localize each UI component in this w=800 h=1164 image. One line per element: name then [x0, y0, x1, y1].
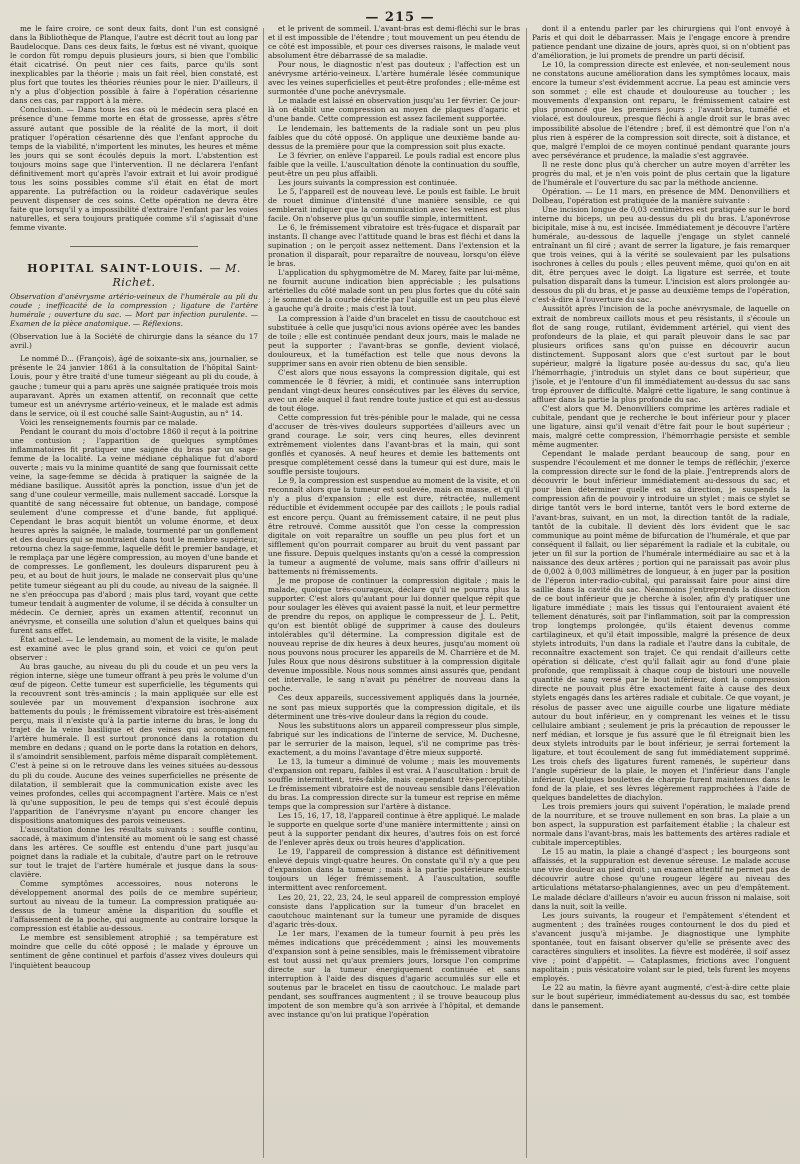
paragraph: Conclusion. — Dans tous les cas où le médecin sera placé en présence d'une femme morte en état de grossesse, après s'être assuré autant que possible de la réalité de la mort, il doit pratiquer l'opération césarienne dès que l'enfant approche du temps de la viabilité, n'importent les minutes, les heures et même les jours qui se sont écoulés depuis la mort. L'abstention est toujours moins sage que l'intervention. Il ne déclarera l'enfant définitivement mort qu'après l'avoir extrait et lui avoir prodigué tous les soins possibles comme s'il était en état de mort apparente. La putréfaction ou la roideur cadavérique seules peuvent dispenser de ces soins. Cette opération ne devra être faite que lorsqu'il y a impossibilité d'extraire l'enfant par les voies naturelles, et sera toujours pratiquée comme s'il s'agissait d'une femme vivante.: [10, 105, 258, 233]
paragraph: Les jours suivants la compression est continuée.: [278, 177, 458, 187]
article-summary: Observation d'anévrysme artério-veineux de l'humérale au pli du coude ; inefficacité de la compression ; ligature de l'artère humérale ; ouverture du sac. — Mort par infection purulente. — Examen de la pièce anatomique. — Réflexions.: [10, 292, 258, 329]
paragraph: La compression à l'aide d'un bracelet en tissu de caoutchouc est substituée à celle que jusqu'ici nous avions opérée avec les bandes de toile ; elle est continuée pendant deux jours, mais le malade ne peut la supporter ; l'avant-bras se gonfle, devient violacé, douloureux, et la tuméfaction est telle que nous devons la supprimer sans en avoir rien obtenu de bien sensible.: [268, 313, 520, 368]
paragraph: Cependant le malade perdant beaucoup de sang, pour en suspendre l'écoulement et me donner le temps de réfléchir, j'exerce la compression directe sur le fond de la plaie. J'entreprends alors de découvrir le bout inférieur immédiatement au-dessous du sac, et pour bien déterminer quelle est sa direction, je suspends la compression afin de pouvoir y introduire un stylet ; mais ce stylet se dirige tantôt vers le bord interne, tantôt vers le bord externe de l'avant-bras, suivant, en un mot, la direction tantôt de la radiale, tantôt de la cubitale. Il devient dès lors évident que le sac communique au point même de bifurcation de l'humérale, et que par conséquent il fallait, ou lier séparément la radiale et la cubitale, ou jeter un fil sur la portion de l'humérale intermédiaire au sac et à la naissance des deux artères ; portion qui ne paraissait pas avoir plus de 0,002 à 0,003 millimètres de longueur, à en juger par la position de l'éperon inter-radio-cubital, qui paraissait faire pour ainsi dire saillie dans la cavité du sac. Néanmoins j'entreprends la dissection de ce bout inférieur que je cherche à isoler, afin d'y pratiquer une ligature immédiate ; mais les tissus qui l'entouraient avaient été tellement dénaturés, soit par l'inflammation, soit par la compression trop longtemps prolongée, qu'ils étaient devenus comme cartilagineux, et qu'il était impossible, malgré la présence de deux stylets introduits, l'un dans la radiale et l'autre dans la cubitale, de reconnaître exactement son trajet. Ce qui rendait d'ailleurs cette opération si délicate, c'est qu'il fallait agir au fond d'une plaie profonde, que remplissait à chaque coup de bistouri une nouvelle quantité de sang versé par le bout inférieur, dont la compression directe ne pouvait plus être exactement faite à cause des deux stylets engagés dans les artères radiale et cubitale. Ce que voyant, je résolus de passer avec une aiguille courbe une ligature médiate autour du bout inférieur, en y comprenant les veines et le tissu cellulaire ambiant ; seulement je pris la précaution de repousser le nerf médian, et lorsque je fus assuré que le fil étreignait bien les deux stylets introduits par le bout inférieur, je serrai fortement la ligature, et tout écoulement de sang fut immédiatement supprimé. Les trois chefs des ligatures furent ramenés, le supérieur dans l'angle supérieur de la plaie, le moyen et l'inférieur dans l'angle inférieur. Quelques boulettes de charpie furent maintenues dans le fond de la plaie, et ses lèvres légèrement rapprochées à l'aide de quelques bandelettes de diachylon.: [532, 449, 790, 802]
paragraph: C'est alors que M. Denonvilliers comprime les artères radiale et cubitale, pendant que je recherche le bout inférieur pour y placer une ligature, ainsi qu'il venait d'être fait pour le bout supérieur ; mais, malgré cette compression, l'hémorrhagie persiste et semble même augmenter.: [532, 403, 790, 450]
column-3: [532, 24, 790, 1160]
paragraph: dont il a entendu parler par les chirurgiens qui l'ont envoyé à Paris et qui doit le débarrasser. Mais je l'engage encore à prendre patience pendant une dizaine de jours, après quoi, si on n'obtient pas d'amélioration, je lui promets de prendre un parti décisif.: [532, 24, 790, 61]
paragraph: Le 22 au matin, la fièvre ayant augmenté, c'est-à-dire cette plaie sur le bout supérieur, immédiatement au-dessus du sac, est tombée dans le pansement.: [532, 982, 790, 1011]
paragraph: Aussitôt après l'incision de la poche anévrysmale, de laquelle on extrait de nombreux caillots mous et peu résistants, il s'écoule un flot de sang rouge, rutilant, évidemment artériel, qui vient des profondeurs de la plaie, et qui paraît pleuvoir dans le sac par plusieurs orifices sans qu'on puisse en découvrir aucun distinctement. Supposant alors que c'est surtout par le bout supérieur, malgré la ligature posée au-dessus du sac, qu'a lieu l'hémorrhagie, j'introduis un stylet dans ce bout supérieur, que j'isole, et je l'entoure d'un fil immédiatement au-dessus du sac sans trop éprouver de difficulté. Malgré cette ligature, le sang continue à affluer dans la partie la plus profonde du sac.: [532, 304, 790, 404]
column-1: [10, 24, 258, 1160]
column-divider: [526, 28, 527, 1158]
paragraph: Le 15 au matin, la plaie a changé d'aspect ; les bourgeons sont affaissés, et la suppuration est devenue séreuse. Le malade accuse une vive douleur au pied droit ; un examen attentif ne permet pas de découvrir autre chose qu'une rougeur légère au niveau des articulations métatarso-phalangiennes, avec un peu d'empâtement. Le malade déclare d'ailleurs n'avoir eu aucun frisson ni malaise, soit dans la nuit, soit la veille.: [532, 847, 790, 911]
paragraph: Le 10, la compression directe est enlevée, et non-seulement nous ne constatons aucune amélioration dans les symptômes locaux, mais encore la tumeur s'est évidemment accrue. La peau est amincie vers son sommet ; elle est chaude et douloureuse au toucher ; les mouvements d'expansion ont reparu, le frémissement cataire est plus prononcé que les premiers jours ; l'avant-bras, tuméfié et violacé, est douloureux, presque fléchi à angle droit sur le bras avec impossibilité absolue de l'étendre ; bref, il est démontré que l'on n'a plus rien à espérer de la compression soit directe, soit à distance, et que, malgré l'emploi de ce moyen continué pendant quarante jours avec persévérance et prudence, la maladie s'est aggravée.: [532, 60, 790, 160]
paragraph: Une incision longue de 0,03 centimètres est pratiquée sur le bord interne du biceps, un peu au-dessus du pli du bras. L'aponévrose bicipitale, mise à nu, est incisée. Immédiatement je découvre l'artère humérale, au-dessous de laquelle j'engage un stylet cannelé entraînant un fil ciré ; avant de serrer la ligature, je fais remarquer que trois veines, qui à la vérité se soulevaient par les pulsations isochrones à celles du pouls ; elles peuvent même, quoi qu'on en ait dit, être perçues avec le doigt. La ligature est serrée, et toute pulsation disparaît dans la tumeur. L'incision est alors prolongée au-dessous du pli du bras, et je passe au deuxième temps de l'opération, c'est-à-dire à l'ouverture du sac.: [532, 204, 790, 305]
paragraph: Opération. — Le 11 mars, en présence de MM. Denonvilliers et Dolbeau, l'opération est pratiquée de la manière suivante :: [532, 186, 790, 205]
article-note: (Observation lue à la Société de chirurgie dans la séance du 17 avril.): [10, 332, 258, 351]
paragraph: Les jours suivants, la rougeur et l'empâtement s'étendent et augmentent ; des traînées rouges contournent le dos du pied et s'avancent jusqu'à mi-jambe. Je diagnostique une lymphite spontanée, tout en faisant observer qu'elle se présente avec des caractères singuliers et insolites. La fièvre est modérée, il soif assez vive ; point d'appétit. — Cataplasmes, frictions avec l'onguent napolitain ; puis vésicatoire volant sur le pied, tels furent les moyens employés.: [532, 910, 790, 983]
paragraph: Cette compression fut très-pénible pour le malade, qui ne cessa d'accuser de très-vives douleurs supportées d'ailleurs avec un grand courage. Le soir, vers cinq heures, elles devinrent extrêmement violentes dans l'avant-bras et la main, qui sont gonflés et cyanosés. A neuf heures et demie les battements ont presque complétement cessé dans la tumeur qui est dure, mais le souffle persiste toujours.: [268, 413, 520, 477]
paragraph: Pour nous, le diagnostic n'est pas douteux ; l'affection est un anévrysme artério-veineux. L'artère humérale lésée communique avec les veines superficielles et peut-être profondes ; elle-même est surmontée d'une poche anévrysmale.: [268, 60, 520, 97]
paragraph: C'est alors que nous essayons la compression digitale, qui est commencée le 8 février, à midi, et continuée sans interruption pendant vingt-deux heures consécutives par les élèves du service, avec un zèle auquel il faut rendre toute justice et qui est au-dessus de tout éloge.: [268, 367, 520, 413]
paragraph: Le nommé D... (François), âgé de soixante-six ans, journalier, se présente le 24 janvier 1861 à la consultation de l'hôpital Saint-Louis, pour y être traité d'une tumeur siégeant au pli du coude, à gauche ; tumeur qui a paru après une saignée pratiquée trois mois auparavant. Après un examen attentif, on reconnaît que cette tumeur est un anévrysme artério-veineux, et le malade est admis dans le service, où il est couché salle Saint-Augustin, au n° 14.: [10, 354, 258, 418]
page-number: — 215 —: [365, 10, 435, 25]
paragraph: Le 13, la tumeur a diminué de volume ; mais les mouvements d'expansion ont reparu, faibles il est vrai. A l'auscultation : bruit de souffle intermittent, très-faible, mais cependant très-perceptible. Le frémissement vibratoire est de nouveau sensible dans l'élévation du bras. La compression directe sur la tumeur est reprise en même temps que la compression sur l'artère à distance.: [268, 756, 520, 812]
column-2: [268, 24, 520, 1160]
paragraph: Le 1er mars, l'examen de la tumeur fournit à peu près les mêmes indications que précédemment ; ainsi les mouvements d'expansion sont à peine sensibles, mais le frémissement vibratoire est tout aussi net qu'aux premiers jours, lorsque l'on comprime directe sur la tumeur énergiquement continuée et sans interruption à l'aide des disques d'agaric accumulés sur elle et soutenus par le bracelet en tissu de caoutchouc. Le malade part pendant, ses souffrances augmentent ; il se trouve beaucoup plus impotent de son membre qu'à son arrivée à l'hôpital, et demande avec instance qu'on lui pratique l'opération: [268, 928, 520, 1020]
paragraph: Le 5, l'appareil est de nouveau levé. Le pouls est faible. Le bruit de rouet diminue d'intensité d'une manière sensible, ce qui semblerait indiquer que la communication avec les veines est plus facile. On n'observe plus qu'un souffle simple, intermittent.: [268, 186, 520, 223]
paragraph: État actuel. — Le lendemain, au moment de la visite, le malade est examiné avec le plus grand soin, et voici ce qu'on peut observer :: [10, 634, 258, 662]
paragraph: Le 6, le frémissement vibratoire est très-fugace et disparaît par instants. Il change avec l'attitude quand le bras est fléchi et dans la supination ; on le perçoit assez nettement. Dans l'extension et la pronation il disparaît, pour reparaître de nouveau, lorsqu'on élève le bras.: [268, 223, 520, 269]
paragraph: Le malade est laissé en observation jusqu'au 1er février. Ce jour-là on établit une compression au moyen de plaques d'agaric et d'une bande. Cette compression est assez facilement supportée.: [268, 96, 520, 124]
section-author: — M. Richet.: [112, 262, 241, 290]
section-title-text: HOPITAL SAINT-LOUIS.: [27, 262, 205, 276]
paragraph: Voici les renseignements fournis par ce malade.: [20, 417, 198, 427]
paragraph: Je me propose de continuer la compression digitale ; mais le malade, quoique très-courageux, déclare qu'il ne pourra plus la supporter. C'est alors qu'autant pour lui donner quelque répit que pour soulager les élèves qui avaient passé la nuit, et leur permettre de prendre du repos, on applique le compresseur de J. L. Petit, qu'on est bientôt obligé de supprimer à cause des douleurs intolérables qu'il détermine. La compression digitale est de nouveau reprise de dix heures à deux heures, jusqu'au moment où nous pouvons nous procurer les appareils de M. Charrière et de M. Jules Roux que nous désirons substituer à la compression digitale devenue impossible. Nous nous sommes ainsi assurés que, pendant cet intervalle, le sang n'avait pu pénétrer de nouveau dans la poche.: [268, 575, 520, 694]
paragraph: Le 19, l'appareil de compression à distance est définitivement enlevé depuis vingt-quatre heures. On constate qu'il n'y a que peu d'expansion dans la tumeur ; mais à la partie postérieure existe toujours un léger frémissement. A l'auscultation, souffle intermittent avec renforcement.: [268, 847, 520, 893]
paragraph: Il ne reste donc plus qu'à chercher un autre moyen d'arrêter les progrès du mal, et je n'en vois point de plus certain que la ligature de l'humérale et l'ouverture du sac par la méthode ancienne.: [532, 159, 790, 187]
paragraph: Les 15, 16, 17, 18, l'appareil continue à être appliqué. Le malade le supporte en quelque sorte d'une manière intermittente ; ainsi on peut à la supporter pendant dix heures, d'autres fois on est forcé de l'enlever après deux ou trois heures d'application.: [268, 811, 520, 848]
paragraph: L'application du sphygmomètre de M. Marey, faite par lui-même, ne fournit aucune indication bien appréciable ; les pulsations artérielles du côté malade sont un peu plus fortes que du côté sain ; le sommet de la courbe décrite par l'aiguille est un peu plus élevé à gauche qu'à droite ; mais c'est là tout.: [268, 268, 520, 314]
section-title: [10, 262, 258, 290]
paragraph: Comme symptômes accessoires, nous noterons le développement anormal des poils de ce membre supérieur, surtout au niveau de la tumeur. La compression pratiquée au-dessus de la tumeur amène la disparition du souffle et l'affaissement de la poche, qui augmente au contraire lorsque la compression est établie au-dessous.: [10, 879, 258, 934]
section-separator: [10, 232, 258, 262]
paragraph: Ces deux appareils, successivement appliqués dans la journée, ne sont pas mieux supportés que la compression digitale, et ils déterminent une très-vive douleur dans la région du coude.: [268, 693, 520, 721]
column-divider: [263, 28, 264, 1158]
paragraph: et le privent de sommeil. L'avant-bras est demi-fléchi sur le bras et il est impossible de l'étendre ; tout mouvement un peu étendu de ce côté est impossible, et pour ces diverses raisons, le malade veut absolument être débarrassé de sa maladie.: [268, 24, 520, 61]
paragraph: Le membre est sensiblement atrophié ; sa température est moindre que celle du côté opposé ; le malade y éprouve un sentiment de gêne continuel et parfois d'assez vives douleurs qui l'inquiètent beaucoup: [10, 933, 258, 970]
paragraph: Le 9, la compression est suspendue au moment de la visite, et on reconnaît alors que la tumeur est soulevée, mais en masse, et qu'il n'y a plus d'expansion ; elle est dure, rétractée, nullement réductible et évidemment occupée par des caillots ; le pouls radial est encore perçu. Quant au frémissement cataire, il ne peut plus être retrouvé. Comme aussitôt que l'on cesse la compression digitale on voit reparaître un souffle un peu plus fort et un sifflement qu'on pourrait comparer au bruit du vent passant par une fissure. Depuis quelques instants qu'on a cessé la compression la tumeur a augmenté de volume, mais sans offrir d'ailleurs ni battements ni frémissements.: [268, 476, 520, 576]
paragraph: Au bras gauche, au niveau du pli du coude et un peu vers la région interne, siège une tumeur offrant à peu près le volume d'un œuf de pigeon. Cette tumeur est superficielle, les téguments qui la recouvrent sont très-amincis ; la main appliquée sur elle est soulevée par un mouvement d'expansion isochrone aux battements du pouls ; le frémissement vibratoire est très-aisément perçu, mais il n'existe qu'à la partie interne du bras, le long du trajet de la veine basilique et des veines qui accompagnent l'artère humérale. Il est surtout prononcé dans la rotation du membre en dedans ; quand on le porte dans la rotation en dehors, il s'amoindrit sensiblement, parfois même disparaît complètement. C'est à peine si on le retrouve dans les veines situées au-dessous du pli du coude. Aucune des veines superficielles ne présente de dilatation, il semblerait que la communication existe avec les veines profondes, celles qui accompagnent l'artère. Mais ce n'est là qu'une supposition, le peu de temps qui s'est écoulé depuis l'apparition de l'anévrysme n'ayant pu encore changer les dispositions anatomiques des parois veineuses.: [10, 661, 258, 825]
paragraph: Nous les substituons alors un appareil compresseur plus simple, fabriqué sur les indications de l'interne de service, M. Duchesne, par le serrurier de la maison, lequel, s'il ne comprime pas très-exactement, a du moins l'avantage d'être mieux supporté.: [268, 720, 520, 757]
paragraph: L'auscultation donne les résultats suivants : souffle continu, saccadé, à maximum d'intensité au moment où le sang est chassé dans les artères. Ce souffle est entendu d'une part jusqu'au poignet dans la radiale et la cubitale, d'autre part on le retrouve sur tout le trajet de l'artère humérale et jusque dans la sous-clavière.: [10, 824, 258, 880]
paragraph: Le lendemain, les battements de la radiale sont un peu plus faibles que du côté opposé. On applique une deuxième bande au-dessus de la première pour que la compression soit plus exacte.: [268, 123, 520, 151]
paragraph: me le faire croire, ce sont deux faits, dont l'un est consigné dans la Bibliothèque de Planque, l'autre est décrit tout au long par Baudelocque. Dans ces deux faits, le fœtus est né vivant, quoique le cordon fût rompu depuis plusieurs jours, si bien que l'ombilic était cicatrisé. On peut nier ces faits, parce qu'ils sont inexplicables par la théorie ; mais un fait réel, bien constaté, est plus fort que toutes les théories réunies pour le nier. D'ailleurs, il n'y a plus d'objection possible à faire à l'opération césarienne dans ces cas, par rapport à la mère.: [10, 24, 258, 106]
paragraph: Pendant le courant du mois d'octobre 1860 il reçut à la poitrine une contusion ; l'apparition de quelques symptômes inflammatoires fit pratiquer une saignée du bras par un sage-femme de la localité. La veine médiane céphalique fut d'abord ouverte ; mais vu la minime quantité de sang que fournissait cette veine, la sage-femme se décida à pratiquer la saignée de la médiane basilique. Aussitôt après la ponction, issue d'un jet de sang d'une couleur vermeille, mais nullement saccadé. Lorsque la quantité de sang nécessaire fut obtenue, un bandage, composé seulement d'une compresse et d'une bande, fut appliqué. Cependant le bras acquit bientôt un volume énorme, et deux heures après la saignée, le malade, tourmenté par un gonflement et des douleurs qui se montraient dans tout le membre supérieur, retourna chez la sage-femme, laquelle défit le premier bandage, et le remplaça par une légère compression, au moyen d'une bande et de compresses. Le gonflement, les douleurs disparurent peu à peu, et au bout de huit jours, le malade ne conservait plus qu'une petite tumeur siégeant au pli du coude, au niveau de la saignée. Il ne s'en préoccupa pas d'abord ; mais plus tard, voyant que cette tumeur tendait à augmenter de volume, il se décida à consulter un médecin. Ce dernier, après un examen attentif, reconnut un anévrysme, et conseilla une solution d'alun et quelques bains qui furent sans effet.: [10, 426, 258, 635]
columns: [10, 24, 790, 1160]
paragraph: Le 3 février, on enlève l'appareil. Le pouls radial est encore plus faible que la veille. L'auscultation dénote la continuation du souffle, peut-être un peu plus affaibli.: [268, 150, 520, 178]
paragraph: Les trois premiers jours qui suivent l'opération, le malade prend de la nourriture, et se trouve nullement en son bras. La plaie a un bon aspect, la suppuration est parfaitement établie ; la chaleur est normale dans l'avant-bras, mais les battements des artères radiale et cubitale imperceptibles.: [532, 802, 790, 848]
paragraph: Les 20, 21, 22, 23, 24, le seul appareil de compression employé consiste dans l'application sur la tumeur d'un bracelet en caoutchouc maintenant sur la tumeur une pyramide de disques d'agaric très-doux.: [268, 892, 520, 929]
